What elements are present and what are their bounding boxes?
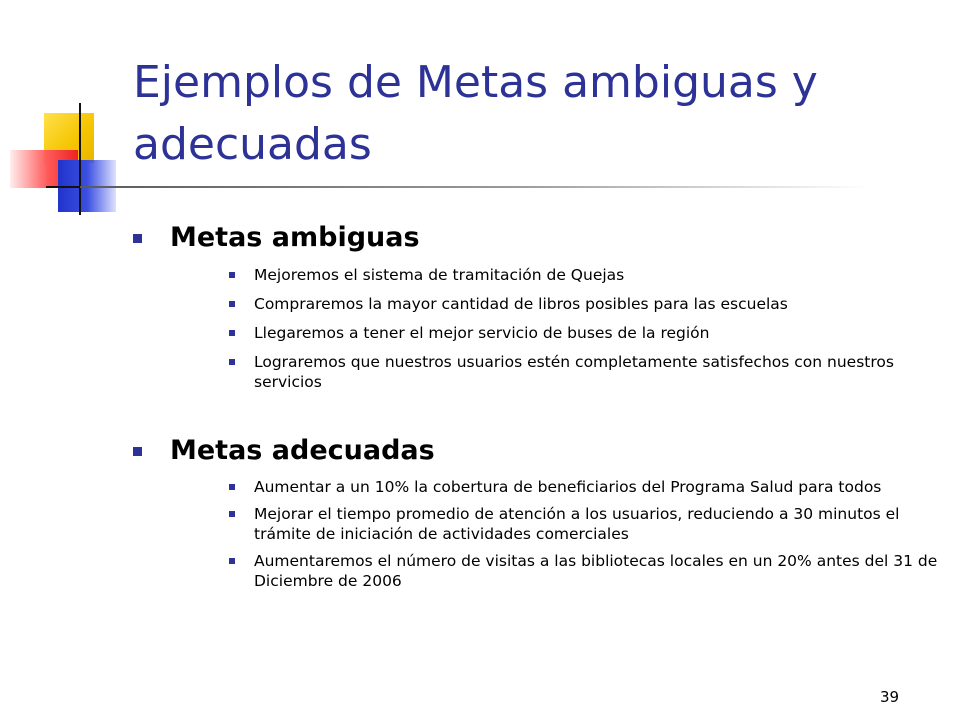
ambiguous-goals-list — [229, 265, 939, 392]
square-bullet-icon — [229, 511, 235, 517]
square-bullet-icon — [229, 558, 235, 564]
list-item-text: Lograremos que nuestros usuarios estén completamente satisfechos con nuestros servicios — [254, 353, 894, 391]
square-bullet-icon — [133, 234, 142, 243]
list-item-text: Mejorar el tiempo promedio de atención a los usuarios, reduciendo a 30 minutos el trámite de iniciación de actividades comerciales — [254, 505, 900, 543]
square-bullet-icon — [229, 330, 235, 336]
page-number: 39 — [880, 688, 900, 706]
list-item-text: Compraremos la mayor cantidad de libros posibles para las escuelas — [254, 295, 788, 313]
section-heading-text: Metas adecuadas — [170, 435, 435, 466]
list-item-text: Mejoremos el sistema de tramitación de Quejas — [254, 266, 625, 284]
list-item — [229, 551, 954, 591]
decorative-squares-logo — [0, 0, 140, 230]
square-bullet-icon — [229, 359, 235, 365]
section-heading-text: Metas ambiguas — [170, 222, 420, 253]
slide-title: Ejemplos de Metas ambiguas y adecuadas — [133, 57, 818, 170]
list-item — [229, 504, 934, 544]
list-item — [229, 323, 939, 343]
title-divider — [80, 186, 870, 188]
adequate-goals-list — [229, 477, 939, 591]
square-bullet-icon — [133, 447, 142, 456]
list-item — [229, 265, 939, 285]
list-item — [229, 352, 914, 392]
square-bullet-icon — [229, 484, 235, 490]
list-item-text: Aumentar a un 10% la cobertura de beneficiarios del Programa Salud para todos — [254, 478, 882, 496]
list-item — [229, 477, 934, 497]
list-item — [229, 294, 939, 314]
square-bullet-icon — [229, 272, 235, 278]
list-item-text: Llegaremos a tener el mejor servicio de buses de la región — [254, 324, 710, 342]
list-item-text: Aumentaremos el número de visitas a las bibliotecas locales en un 20% antes del 31 de Diciembre de 2006 — [254, 552, 938, 590]
section-heading-adecuadas — [133, 434, 435, 468]
square-bullet-icon — [229, 301, 235, 307]
section-heading-ambiguas — [133, 221, 420, 255]
logo-vertical-line — [79, 103, 81, 215]
